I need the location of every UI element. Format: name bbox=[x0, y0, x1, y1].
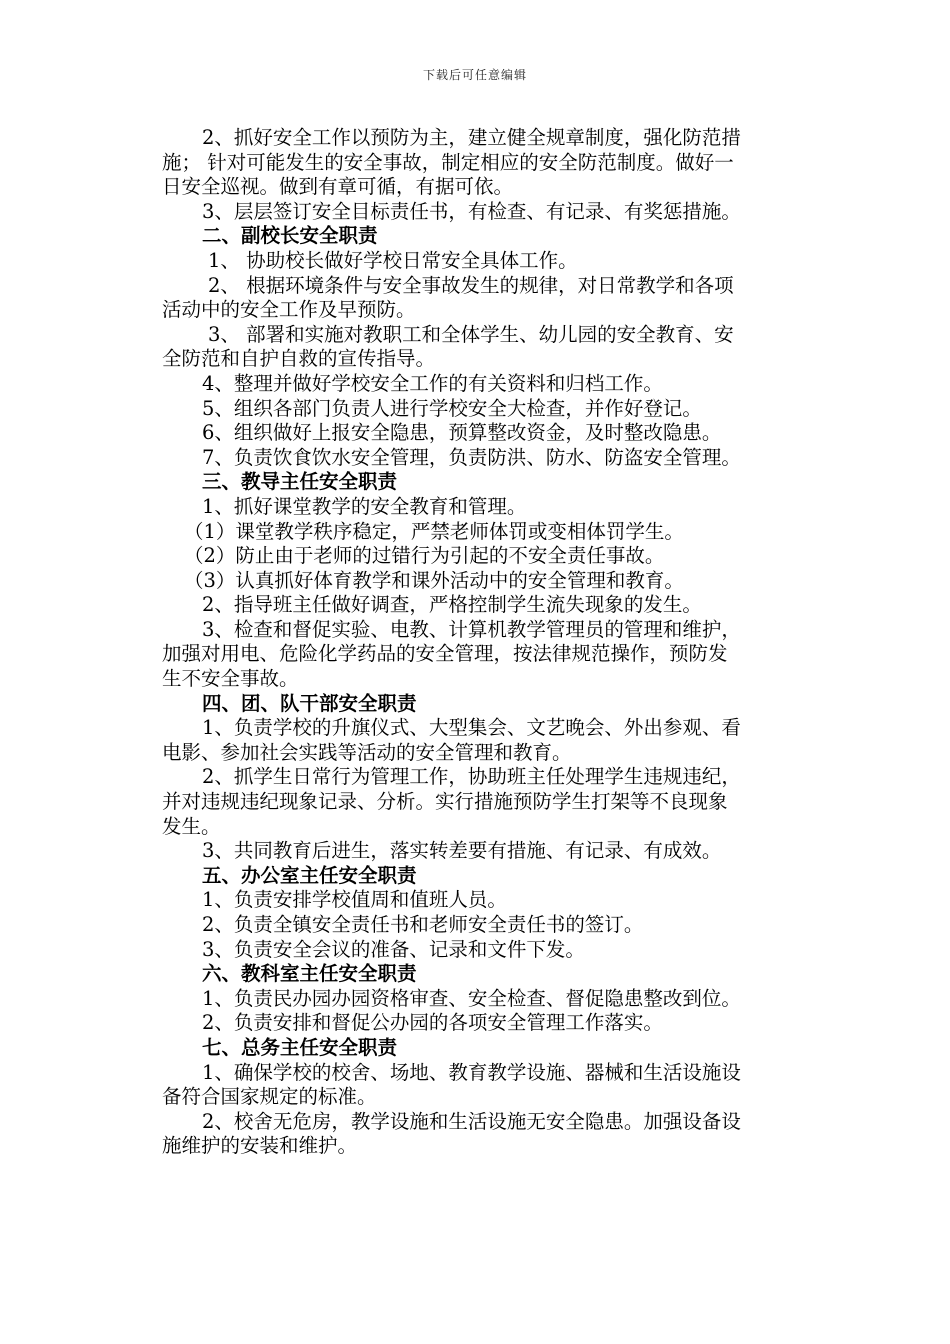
paragraph-line: 2、抓学生日常行为管理工作，协助班主任处理学生违规违纪， bbox=[202, 765, 741, 789]
paragraph-line: 3、检查和督促实验、电教、计算机教学管理员的管理和维护， bbox=[202, 617, 741, 641]
paragraph-line: 1、负责安排学校值周和值班人员。 bbox=[202, 888, 507, 912]
paragraph-line: 并对违规违纪现象记录、分析。实行措施预防学生打架等不良现象 bbox=[162, 790, 728, 814]
paragraph-line: 1、抓好课堂教学的安全教育和管理。 bbox=[202, 494, 527, 518]
paragraph-line: 7、负责饮食饮水安全管理，负责防洪、防水、防盗安全管理。 bbox=[202, 445, 741, 469]
paragraph-line: （1）课堂教学秩序稳定，严禁老师体罚或变相体罚学生。 bbox=[184, 519, 684, 543]
paragraph-line: 2、负责全镇安全责任书和老师安全责任书的签订。 bbox=[202, 913, 644, 936]
section-heading: 四、团、队干部安全职责 bbox=[202, 691, 417, 715]
paragraph-line: 施； 针对可能发生的安全事故，制定相应的安全防范制度。做好一 bbox=[162, 150, 734, 174]
paragraph-line: 1、负责学校的升旗仪式、大型集会、文艺晚会、外出参观、看 bbox=[202, 716, 741, 740]
paragraph-line: 4、整理并做好学校安全工作的有关资料和归档工作。 bbox=[202, 371, 663, 395]
paragraph-line: （3）认真抓好体育教学和课外活动中的安全管理和教育。 bbox=[184, 568, 684, 592]
section-heading: 六、教科室主任安全职责 bbox=[202, 962, 417, 986]
paragraph-line: 6、组织做好上报安全隐患，预算整改资金，及时整改隐患。 bbox=[202, 421, 722, 445]
paragraph-line: 施维护的安装和维护。 bbox=[162, 1134, 358, 1158]
paragraph-line: 发生。 bbox=[162, 814, 221, 838]
section-heading: 三、教导主任安全职责 bbox=[202, 470, 398, 494]
page-header: 下载后可任意编辑 bbox=[422, 68, 527, 82]
paragraph-line: 1、负责民办园办园资格审查、安全检查、督促隐患整改到位。 bbox=[202, 986, 741, 1010]
paragraph-line: 2、负责安排和督促公办园的各项安全管理工作落实。 bbox=[202, 1011, 663, 1035]
paragraph-line: 2、抓好安全工作以预防为主，建立健全规章制度，强化防范措 bbox=[202, 126, 741, 149]
paragraph-line: 2、校舍无危房，教学设施和生活设施无安全隐患。加强设备设 bbox=[202, 1109, 741, 1133]
paragraph-line: 5、组织各部门负责人进行学校安全大检查，并作好登记。 bbox=[202, 396, 702, 420]
paragraph-line: 3、 部署和实施对教职工和全体学生、幼儿园的安全教育、安 bbox=[208, 322, 734, 346]
paragraph-line: 日安全巡视。做到有章可循，有据可依。 bbox=[162, 175, 514, 199]
paragraph-line: 1、确保学校的校舍、场地、教育教学设施、器械和生活设施设 bbox=[202, 1060, 741, 1084]
paragraph-line: 3、负责安全会议的准备、记录和文件下发。 bbox=[202, 937, 585, 961]
paragraph-line: 1、 协助校长做好学校日常安全具体工作。 bbox=[208, 248, 578, 272]
document-body bbox=[162, 126, 822, 1159]
paragraph-line: 2、 根据环境条件与安全事故发生的规律，对日常教学和各项 bbox=[208, 273, 734, 297]
paragraph-line: 备符合国家规定的标准。 bbox=[162, 1085, 377, 1109]
paragraph-line: （2）防止由于老师的过错行为引起的不安全责任事故。 bbox=[184, 544, 665, 568]
paragraph-line: 活动中的安全工作及早预防。 bbox=[162, 298, 416, 322]
paragraph-line: 电影、参加社会实践等活动的安全管理和教育。 bbox=[162, 740, 572, 764]
paragraph-line: 2、指导班主任做好调查，严格控制学生流失现象的发生。 bbox=[202, 593, 702, 617]
section-heading: 七、总务主任安全职责 bbox=[202, 1035, 398, 1059]
section-heading: 二、副校长安全职责 bbox=[202, 224, 378, 248]
paragraph-line: 3、层层签订安全目标责任书，有检查、有记录、有奖惩措施。 bbox=[202, 199, 741, 223]
paragraph-line: 全防范和自护自救的宣传指导。 bbox=[162, 347, 436, 371]
paragraph-line: 生不安全事故。 bbox=[162, 667, 299, 691]
paragraph-line: 3、共同教育后进生，落实转差要有措施、有记录、有成效。 bbox=[202, 839, 722, 863]
section-heading: 五、办公室主任安全职责 bbox=[202, 863, 417, 887]
paragraph-line: 加强对用电、危险化学药品的安全管理，按法律规范操作，预防发 bbox=[162, 642, 728, 666]
